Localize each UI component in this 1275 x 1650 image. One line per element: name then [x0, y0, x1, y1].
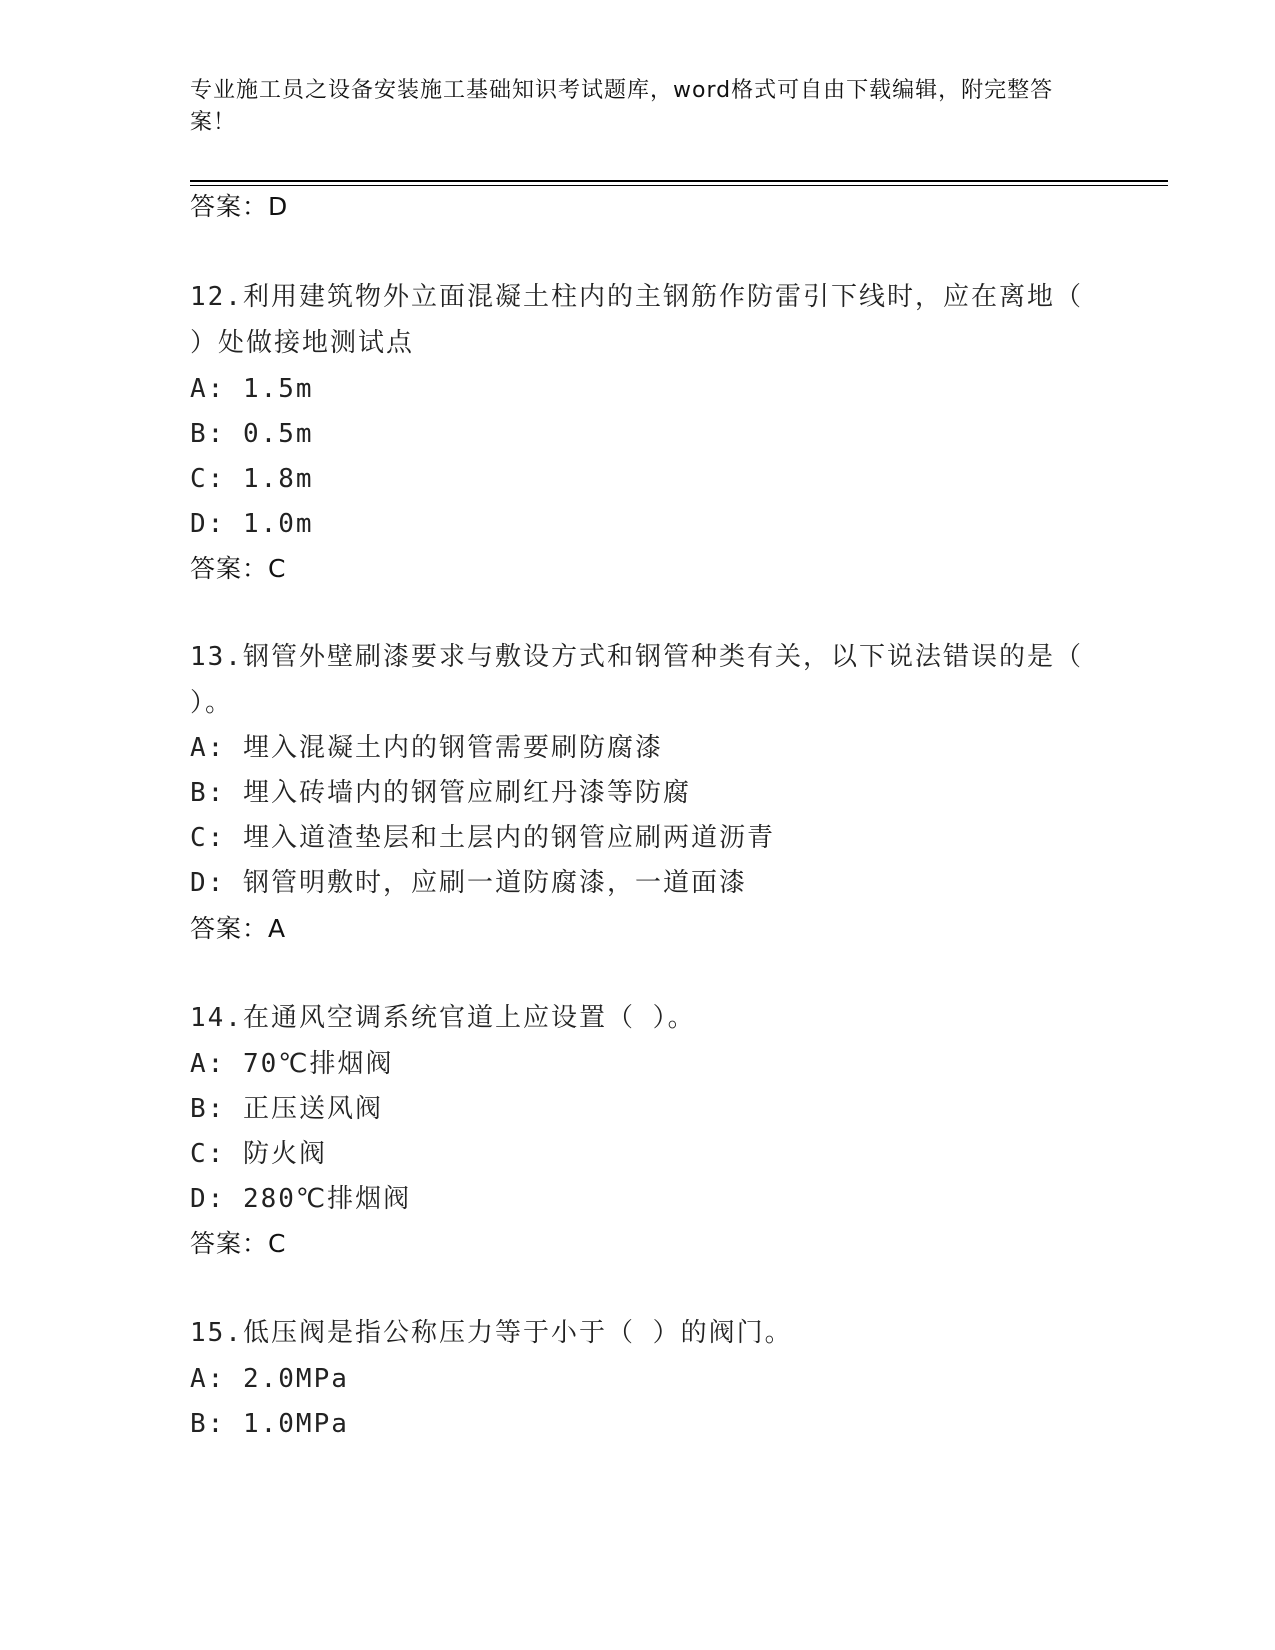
answer-prev: 答案：D: [190, 192, 289, 221]
q14-option-b: B: 正压送风阀: [190, 1094, 383, 1124]
q13-option-c: C: 埋入道渣垫层和土层内的钢管应刷两道沥青: [190, 823, 775, 853]
q13-option-d: D: 钢管明敷时，应刷一道防腐漆，一道面漆: [190, 868, 747, 898]
q15-option-b: B: 1.0MPa: [190, 1409, 349, 1439]
q12-answer: 答案：C: [190, 554, 287, 583]
question-14: 14.在通风空调系统官道上应设置（ ）。: [190, 1003, 696, 1033]
q12-option-a: A: 1.5m: [190, 374, 314, 404]
q14-option-a: A: 70℃排烟阀: [190, 1049, 394, 1079]
header-divider-thin: [190, 185, 1168, 186]
q12-option-d: D: 1.0m: [190, 509, 314, 539]
q14-answer: 答案：C: [190, 1229, 287, 1258]
q14-option-d: D: 280℃排烟阀: [190, 1184, 412, 1214]
q13-answer: 答案：A: [190, 914, 287, 943]
q13-option-b: B: 埋入砖墙内的钢管应刷红丹漆等防腐: [190, 778, 691, 808]
q13-option-a: A: 埋入混凝土内的钢管需要刷防腐漆: [190, 733, 663, 763]
q12-option-b: B: 0.5m: [190, 419, 314, 449]
question-13: 13.钢管外壁刷漆要求与敷设方式和钢管种类有关，以下说法错误的是（ ）。: [190, 642, 1083, 718]
document-intro: 专业施工员之设备安装施工基础知识考试题库，word格式可自由下载编辑，附完整答案！: [190, 78, 1054, 135]
q15-option-a: A: 2.0MPa: [190, 1364, 349, 1394]
question-12: 12.利用建筑物外立面混凝土柱内的主钢筋作防雷引下线时，应在离地（ ）处做接地测试点: [190, 282, 1083, 358]
q14-option-c: C: 防火阀: [190, 1139, 327, 1169]
q12-option-c: C: 1.8m: [190, 464, 314, 494]
question-15: 15.低压阀是指公称压力等于小于（ ）的阀门。: [190, 1318, 793, 1348]
header-divider-thick: [190, 180, 1168, 182]
